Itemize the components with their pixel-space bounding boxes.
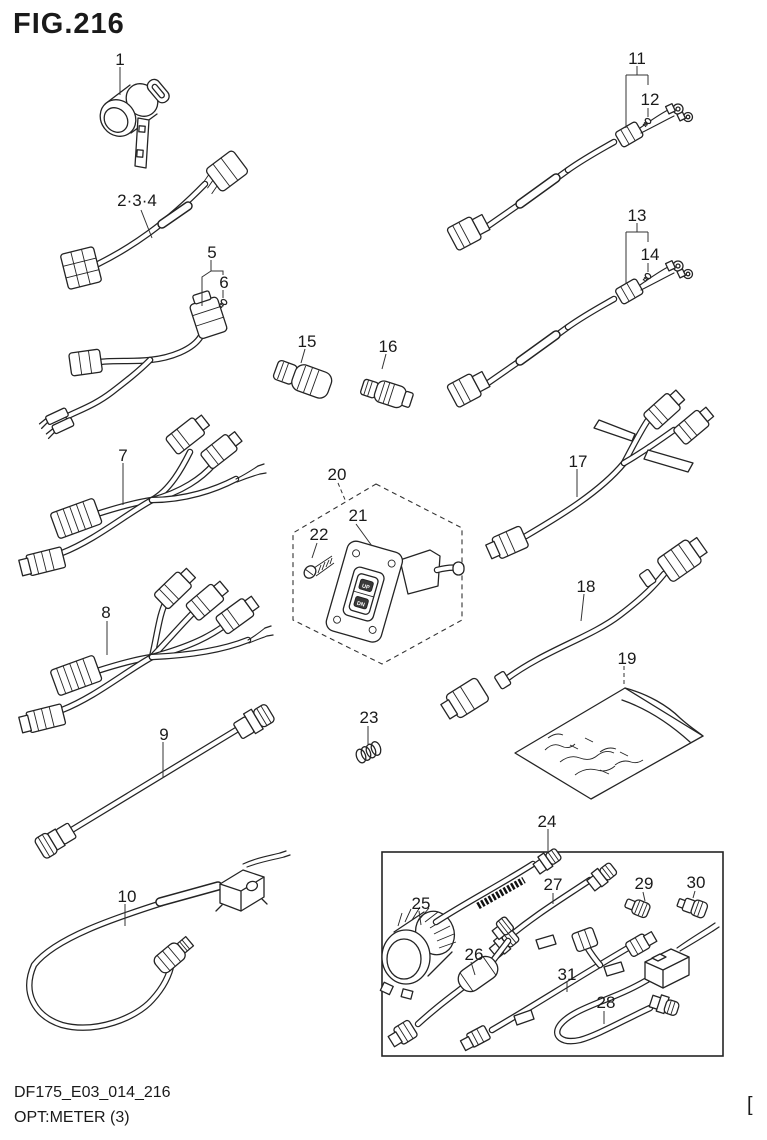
part-10-drawing: [29, 851, 290, 1028]
part-label-14: 14: [640, 245, 660, 264]
part-label-8: 8: [101, 603, 111, 622]
part-label-18: 18: [576, 577, 596, 596]
page-corner-mark: [: [747, 1094, 753, 1116]
part-label-27: 27: [543, 875, 563, 894]
switch-dn-label: DN: [355, 600, 366, 609]
part-label-1: 1: [115, 50, 125, 69]
part-label-26: 26: [464, 945, 484, 964]
part-21-drawing: [324, 539, 464, 644]
part-label-16: 16: [378, 337, 398, 356]
part-label-23: 23: [359, 708, 379, 727]
part-19-drawing: [515, 688, 703, 799]
part-label-12: 12: [640, 90, 660, 109]
part-label-21: 21: [348, 506, 368, 525]
part-label-24: 24: [537, 812, 557, 831]
part-11-drawing: [446, 104, 692, 251]
part-label-17: 17: [568, 452, 588, 471]
part-label-31: 31: [557, 965, 577, 984]
part-22-screw: [302, 556, 334, 580]
part-30-drawing: [676, 894, 709, 919]
part-label-10: 10: [117, 887, 137, 906]
part-label-30: 30: [686, 873, 706, 892]
part-18-drawing: [438, 533, 710, 723]
part-13-drawing: [446, 261, 692, 408]
part-label-7: 7: [118, 446, 128, 465]
part-label-15: 15: [297, 332, 317, 351]
part-label-19: 19: [617, 649, 637, 668]
part-label-28: 28: [596, 993, 616, 1012]
part-7-drawing: [18, 412, 266, 578]
part-2-3-4-drawing: [60, 150, 249, 290]
part-label-11: 11: [628, 49, 646, 68]
part-8-drawing: [18, 565, 273, 734]
switch-up-label: UP: [361, 583, 371, 592]
part-label-2-3-4: 2·3·4: [117, 191, 157, 210]
drawing-code: DF175_E03_014_216: [14, 1084, 171, 1101]
part-1-drawing: [93, 77, 172, 168]
part-label-9: 9: [159, 725, 169, 744]
part-label-5: 5: [207, 243, 217, 262]
part-label-29: 29: [634, 874, 654, 893]
part-16-drawing: [359, 375, 414, 412]
part-14-screw: [642, 272, 652, 283]
part-label-6: 6: [219, 273, 229, 292]
figure-title: FIG.216: [13, 8, 125, 40]
part-label-20: 20: [327, 465, 347, 484]
part-label-25: 25: [411, 894, 431, 913]
part-label-13: 13: [627, 206, 647, 225]
part-29-drawing: [623, 896, 651, 919]
part-17-drawing: [484, 387, 716, 562]
figure-caption: OPT:METER (3): [14, 1109, 130, 1126]
part-9-drawing: [34, 702, 276, 860]
part-15-drawing: [271, 356, 334, 401]
part-label-22: 22: [309, 525, 329, 544]
